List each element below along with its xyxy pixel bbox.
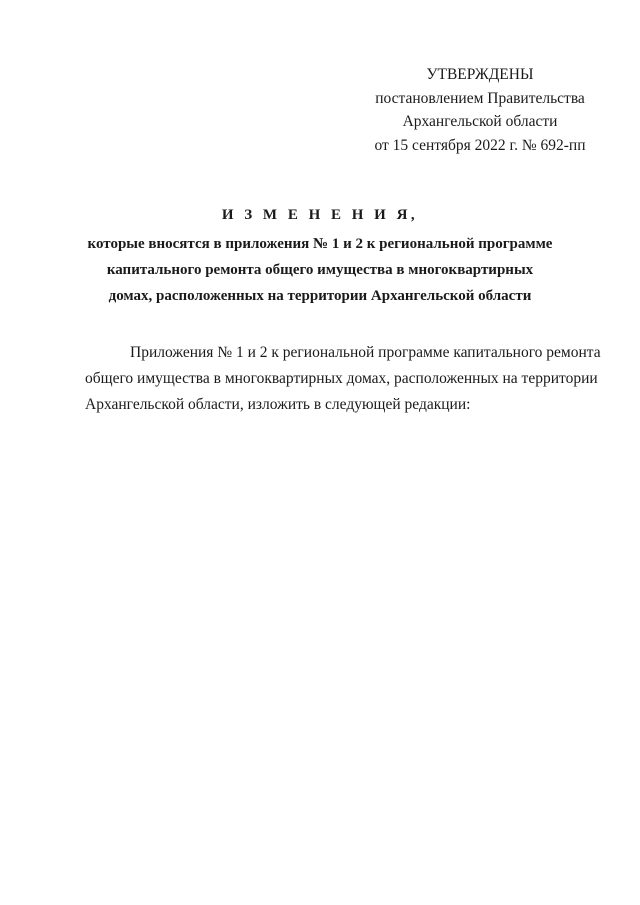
heading-line-3: домах, расположенных на территории Архангельской области	[108, 288, 532, 304]
body-line-2: общего имущества в многоквартирных домах, расположенных на территории	[85, 370, 598, 387]
body-line-3: Архангельской области, изложить в следующей редакции:	[85, 396, 471, 413]
body-paragraph	[85, 340, 601, 418]
approval-block	[370, 63, 590, 157]
body-line-1: Приложения № 1 и 2 к региональной программе капитального ремонта	[130, 344, 601, 361]
heading-title: И З М Е Н Е Н И Я,	[221, 207, 419, 223]
heading-line-1: которые вносятся в приложения № 1 и 2 к региональной программе	[87, 236, 553, 252]
approval-line-1: постановлением Правительства	[375, 89, 585, 107]
approval-title: УТВЕРЖДЕНЫ	[426, 66, 534, 83]
document-heading	[60, 203, 580, 309]
approval-line-3: от 15 сентября 2022 г. № 692-пп	[374, 136, 586, 154]
approval-line-2: Архангельской области	[402, 113, 558, 130]
heading-line-2: капитального ремонта общего имущества в многоквартирных	[106, 262, 534, 278]
